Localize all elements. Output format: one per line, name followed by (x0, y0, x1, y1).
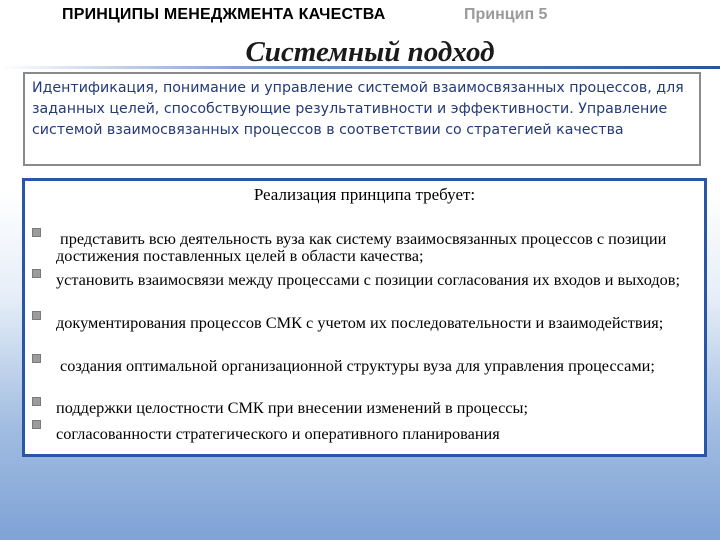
square-bullet-icon (32, 354, 41, 363)
square-bullet-icon (32, 228, 41, 237)
square-bullet-icon (32, 269, 41, 278)
page-title: Системный подход (245, 36, 495, 68)
requirement-text: представить всю деятельность вуза как систему взаимосвязанных процессов с позиции достижения поставленных целей в области качества; (56, 229, 667, 265)
requirements-list (25, 181, 704, 454)
requirements-heading: Реализация принципа требует: (253, 185, 476, 204)
square-bullet-icon (32, 311, 41, 320)
definition-box (23, 72, 701, 166)
requirement-text: поддержки целостности СМК при внесении изменений в процессы; (56, 398, 528, 417)
square-bullet-icon (32, 420, 41, 429)
header-title: ПРИНЦИПЫ МЕНЕДЖМЕНТА КАЧЕСТВА (62, 6, 386, 23)
principle-number: Принцип 5 (464, 6, 548, 23)
requirement-text: создания оптимальной организационной структуры вуза для управления процессами; (60, 356, 655, 375)
definition-text: Идентификация, понимание и управление системой взаимосвязанных процессов, для заданных целей, способствующие результативности и эффективности. Управление системой взаимосвязанных процессов в соответствии со стратегией качества (32, 80, 684, 138)
requirement-text: согласованности стратегического и оперативного планирования (56, 424, 500, 443)
requirement-text: документирования процессов СМК с учетом их последовательности и взаимодействия; (56, 313, 664, 332)
requirements-box (22, 178, 707, 457)
square-bullet-icon (32, 397, 41, 406)
requirement-text: установить взаимосвязи между процессами с позиции согласования их входов и выходов; (56, 270, 681, 289)
